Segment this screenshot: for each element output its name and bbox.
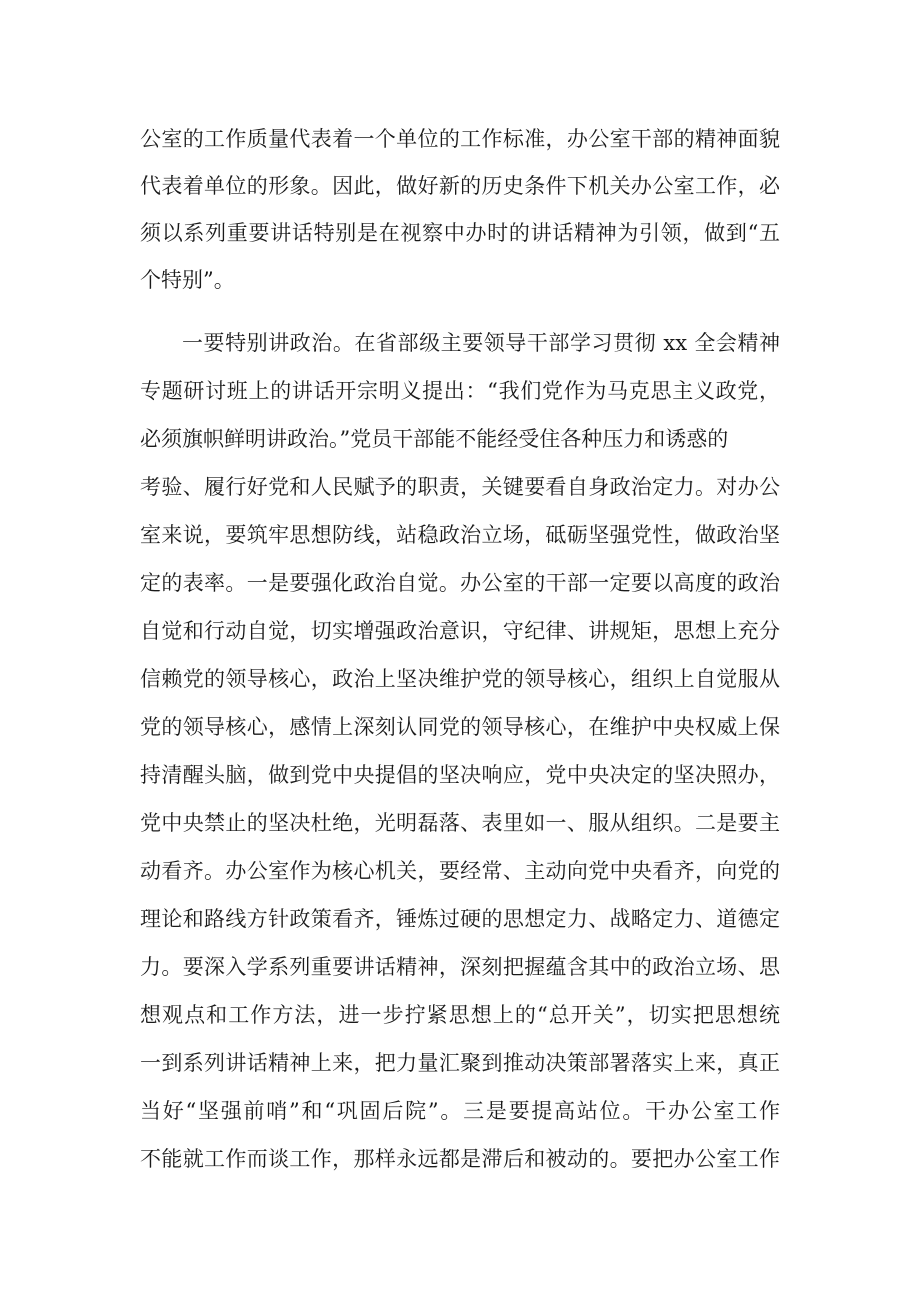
text-line: 党中央禁止的坚决杜绝，光明磊落、表里如一、服从组织。二是要主 — [140, 811, 780, 835]
text-line: 公室的工作质量代表着一个单位的工作标准，办公室干部的精神面貌 — [140, 127, 780, 151]
text-line: 动看齐。办公室作为核心机关，要经常、主动向党中央看齐，向党的 — [140, 859, 780, 883]
text-line: 当好“坚强前哨”和“巩固后院”。三是要提高站位。干办公室工作 — [140, 1099, 780, 1123]
text-line: 信赖党的领导核心，政治上坚决维护党的领导核心，组织上自觉服从 — [140, 667, 780, 691]
text-line: 须以系列重要讲话特别是在视察中办时的讲话精神为引领，做到“五 — [140, 221, 780, 245]
text-line: 一要特别讲政治。在省部级主要领导干部学习贯彻 xx 全会精神 — [182, 331, 780, 355]
text-line: 自觉和行动自觉，切实增强政治意识，守纪律、讲规矩，思想上充分 — [140, 619, 780, 643]
text-line: 不能就工作而谈工作，那样永远都是滞后和被动的。要把办公室工作 — [140, 1147, 780, 1171]
text-line: 党的领导核心，感情上深刻认同党的领导核心，在维护中央权威上保 — [140, 715, 780, 739]
text-line: 室来说，要筑牢思想防线，站稳政治立场，砥砺坚强党性，做政治坚 — [140, 523, 780, 547]
text-line: 力。要深入学系列重要讲话精神，深刻把握蕴含其中的政治立场、思 — [140, 955, 780, 979]
text-line: 考验、履行好党和人民赋予的职责，关键要看自身政治定力。对办公 — [140, 475, 780, 499]
text-line: 持清醒头脑，做到党中央提倡的坚决响应，党中央决定的坚决照办， — [140, 763, 780, 787]
text-line: 个特别”。 — [140, 268, 235, 292]
text-line: 理论和路线方针政策看齐，锤炼过硬的思想定力、战略定力、道德定 — [140, 907, 780, 931]
text-line: 代表着单位的形象。因此，做好新的历史条件下机关办公室工作，必 — [140, 174, 780, 198]
text-line: 必须旗帜鲜明讲政治。”党员干部能不能经受住各种压力和诱惑的 — [140, 427, 729, 451]
text-line: 一到系列讲话精神上来，把力量汇聚到推动决策部署落实上来，真正 — [140, 1051, 780, 1075]
text-line: 专题研讨班上的讲话开宗明义提出：“我们党作为马克思主义政党， — [140, 379, 780, 403]
text-line: 定的表率。一是要强化政治自觉。办公室的干部一定要以高度的政治 — [140, 571, 780, 595]
text-line: 想观点和工作方法，进一步拧紧思想上的“总开关”，切实把思想统 — [140, 1003, 780, 1027]
